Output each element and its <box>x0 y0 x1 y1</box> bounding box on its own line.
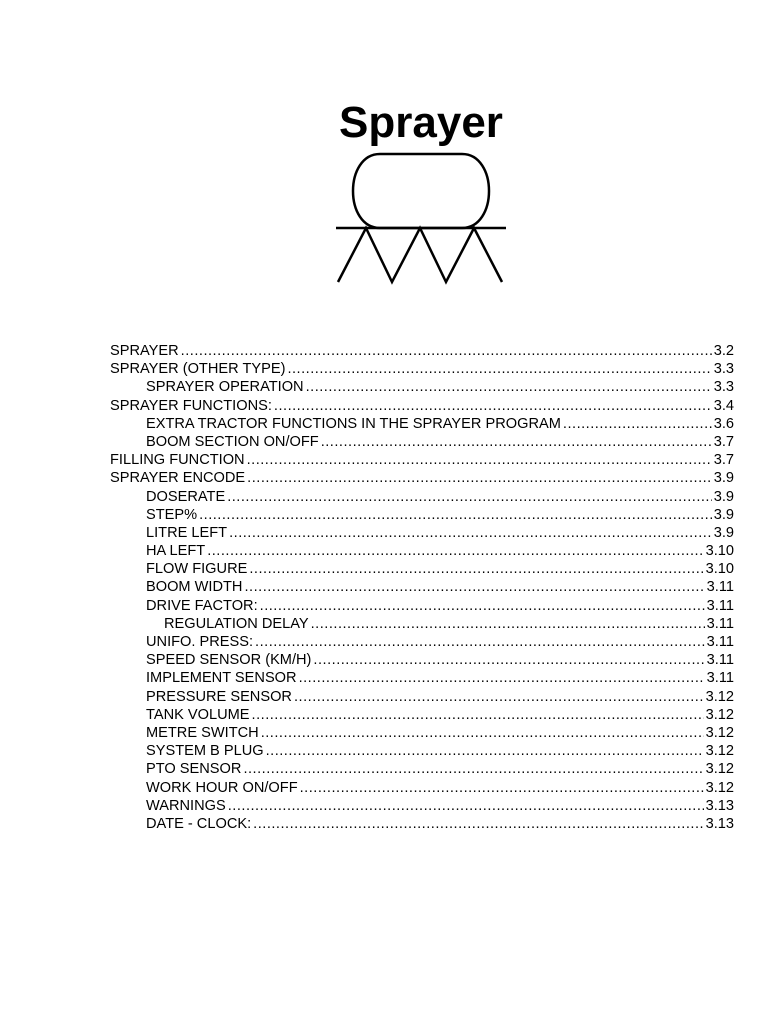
toc-leader-dots <box>199 506 712 524</box>
toc-entry <box>110 397 734 415</box>
toc-entry-page: 3.3 <box>713 361 734 378</box>
toc-entry-label: WARNINGS <box>146 797 226 814</box>
toc-leader-dots <box>243 760 703 778</box>
toc-entry <box>110 415 734 433</box>
toc-entry-page: 3.11 <box>706 615 734 632</box>
toc-leader-dots <box>261 724 704 742</box>
table-of-contents <box>110 342 734 833</box>
toc-entry-label: BOOM WIDTH <box>146 579 243 596</box>
toc-leader-dots <box>253 815 703 833</box>
toc-entry <box>110 760 734 778</box>
toc-entry-label: HA LEFT <box>146 543 206 560</box>
toc-entry <box>110 488 734 506</box>
toc-leader-dots <box>299 669 705 687</box>
toc-entry-label: PTO SENSOR <box>146 761 242 778</box>
toc-entry <box>110 615 734 633</box>
toc-entry-page: 3.12 <box>705 688 734 705</box>
toc-leader-dots <box>207 542 703 560</box>
toc-entry-page: 3.11 <box>706 597 734 614</box>
toc-entry-label: SPRAYER <box>110 343 179 359</box>
toc-entry-label: FILLING FUNCTION <box>110 452 245 469</box>
toc-entry-page: 3.10 <box>705 543 734 560</box>
toc-entry-label: SPEED SENSOR (KM/H) <box>146 652 312 669</box>
toc-entry-label: REGULATION DELAY <box>164 615 309 632</box>
toc-entry <box>110 724 734 742</box>
toc-entry <box>110 469 734 487</box>
toc-leader-dots <box>266 742 704 760</box>
toc-entry-label: BOOM SECTION ON/OFF <box>146 433 319 450</box>
toc-entry <box>110 451 734 469</box>
toc-leader-dots <box>247 451 712 469</box>
toc-entry-page: 3.7 <box>713 452 734 469</box>
toc-entry <box>110 542 734 560</box>
toc-leader-dots <box>287 360 711 378</box>
toc-leader-dots <box>311 615 705 633</box>
page-title: Sprayer <box>339 98 503 148</box>
toc-entry-label: UNIFO. PRESS: <box>146 634 254 650</box>
toc-entry-label: IMPLEMENT SENSOR <box>146 670 297 687</box>
toc-entry-page: 3.11 <box>706 652 734 669</box>
toc-entry-page: 3.7 <box>713 433 734 450</box>
sprayer-icon <box>330 148 510 288</box>
toc-entry <box>110 688 734 706</box>
toc-entry-label: SYSTEM B PLUG <box>146 743 264 760</box>
toc-entry <box>110 597 734 615</box>
toc-entry <box>110 797 734 815</box>
toc-entry-page: 3.9 <box>713 524 734 541</box>
toc-entry-page: 3.12 <box>705 761 734 778</box>
toc-entry-page: 3.6 <box>713 415 734 432</box>
toc-entry-label: PRESSURE SENSOR <box>146 688 292 705</box>
toc-entry-label: SPRAYER FUNCTIONS: <box>110 397 272 414</box>
toc-entry-page: 3.12 <box>705 724 734 741</box>
toc-entry-page: 3.11 <box>706 634 734 650</box>
toc-entry-page: 3.9 <box>713 488 734 505</box>
toc-entry-page: 3.12 <box>705 743 734 760</box>
toc-entry-label: SPRAYER (OTHER TYPE) <box>110 361 286 378</box>
toc-entry-page: 3.9 <box>713 506 734 523</box>
toc-leader-dots <box>252 706 704 724</box>
toc-entry-label: EXTRA TRACTOR FUNCTIONS IN THE SPRAYER PROGRAM <box>146 415 561 432</box>
toc-leader-dots <box>306 378 712 396</box>
toc-leader-dots <box>229 524 712 542</box>
toc-leader-dots <box>244 578 704 596</box>
toc-entry-page: 3.12 <box>705 706 734 723</box>
toc-leader-dots <box>228 797 704 815</box>
toc-entry-page: 3.13 <box>705 815 734 832</box>
toc-entry <box>110 578 734 596</box>
toc-leader-dots <box>563 415 712 433</box>
toc-leader-dots <box>181 342 712 360</box>
toc-entry <box>110 779 734 797</box>
toc-leader-dots <box>249 560 703 578</box>
toc-entry-label: FLOW FIGURE <box>146 561 248 578</box>
toc-entry-label: STEP% <box>146 506 198 523</box>
toc-entry-page: 3.12 <box>705 779 734 796</box>
toc-entry-label: TANK VOLUME <box>146 706 250 723</box>
toc-leader-dots <box>294 688 704 706</box>
toc-entry <box>110 815 734 833</box>
toc-entry-label: SPRAYER OPERATION <box>146 379 304 396</box>
toc-entry-page: 3.9 <box>713 470 734 487</box>
toc-entry-page: 3.11 <box>706 579 734 596</box>
toc-entry-label: DRIVE FACTOR: <box>146 597 258 614</box>
toc-entry-page: 3.11 <box>706 670 734 687</box>
toc-leader-dots <box>260 597 705 615</box>
toc-leader-dots <box>274 397 712 415</box>
toc-leader-dots <box>255 633 705 651</box>
toc-entry <box>110 506 734 524</box>
toc-entry-page: 3.2 <box>713 343 734 359</box>
toc-entry <box>110 669 734 687</box>
toc-entry-label: METRE SWITCH <box>146 724 259 741</box>
toc-entry <box>110 633 734 651</box>
toc-leader-dots <box>247 469 712 487</box>
toc-entry-page: 3.4 <box>713 397 734 414</box>
toc-entry-page: 3.13 <box>705 797 734 814</box>
toc-leader-dots <box>227 488 712 506</box>
toc-entry-label: SPRAYER ENCODE <box>110 470 246 487</box>
toc-entry-label: DOSERATE <box>146 488 226 505</box>
toc-entry <box>110 342 734 360</box>
toc-entry-page: 3.3 <box>713 379 734 396</box>
toc-entry <box>110 651 734 669</box>
toc-entry-page: 3.10 <box>705 561 734 578</box>
toc-entry <box>110 524 734 542</box>
toc-entry <box>110 433 734 451</box>
toc-entry <box>110 560 734 578</box>
toc-entry-label: LITRE LEFT <box>146 524 228 541</box>
toc-entry-label: WORK HOUR ON/OFF <box>146 779 298 796</box>
toc-leader-dots <box>300 779 704 797</box>
toc-entry <box>110 706 734 724</box>
toc-entry <box>110 742 734 760</box>
toc-entry <box>110 378 734 396</box>
toc-entry <box>110 360 734 378</box>
toc-leader-dots <box>313 651 704 669</box>
toc-leader-dots <box>321 433 712 451</box>
toc-entry-label: DATE - CLOCK: <box>146 815 252 832</box>
